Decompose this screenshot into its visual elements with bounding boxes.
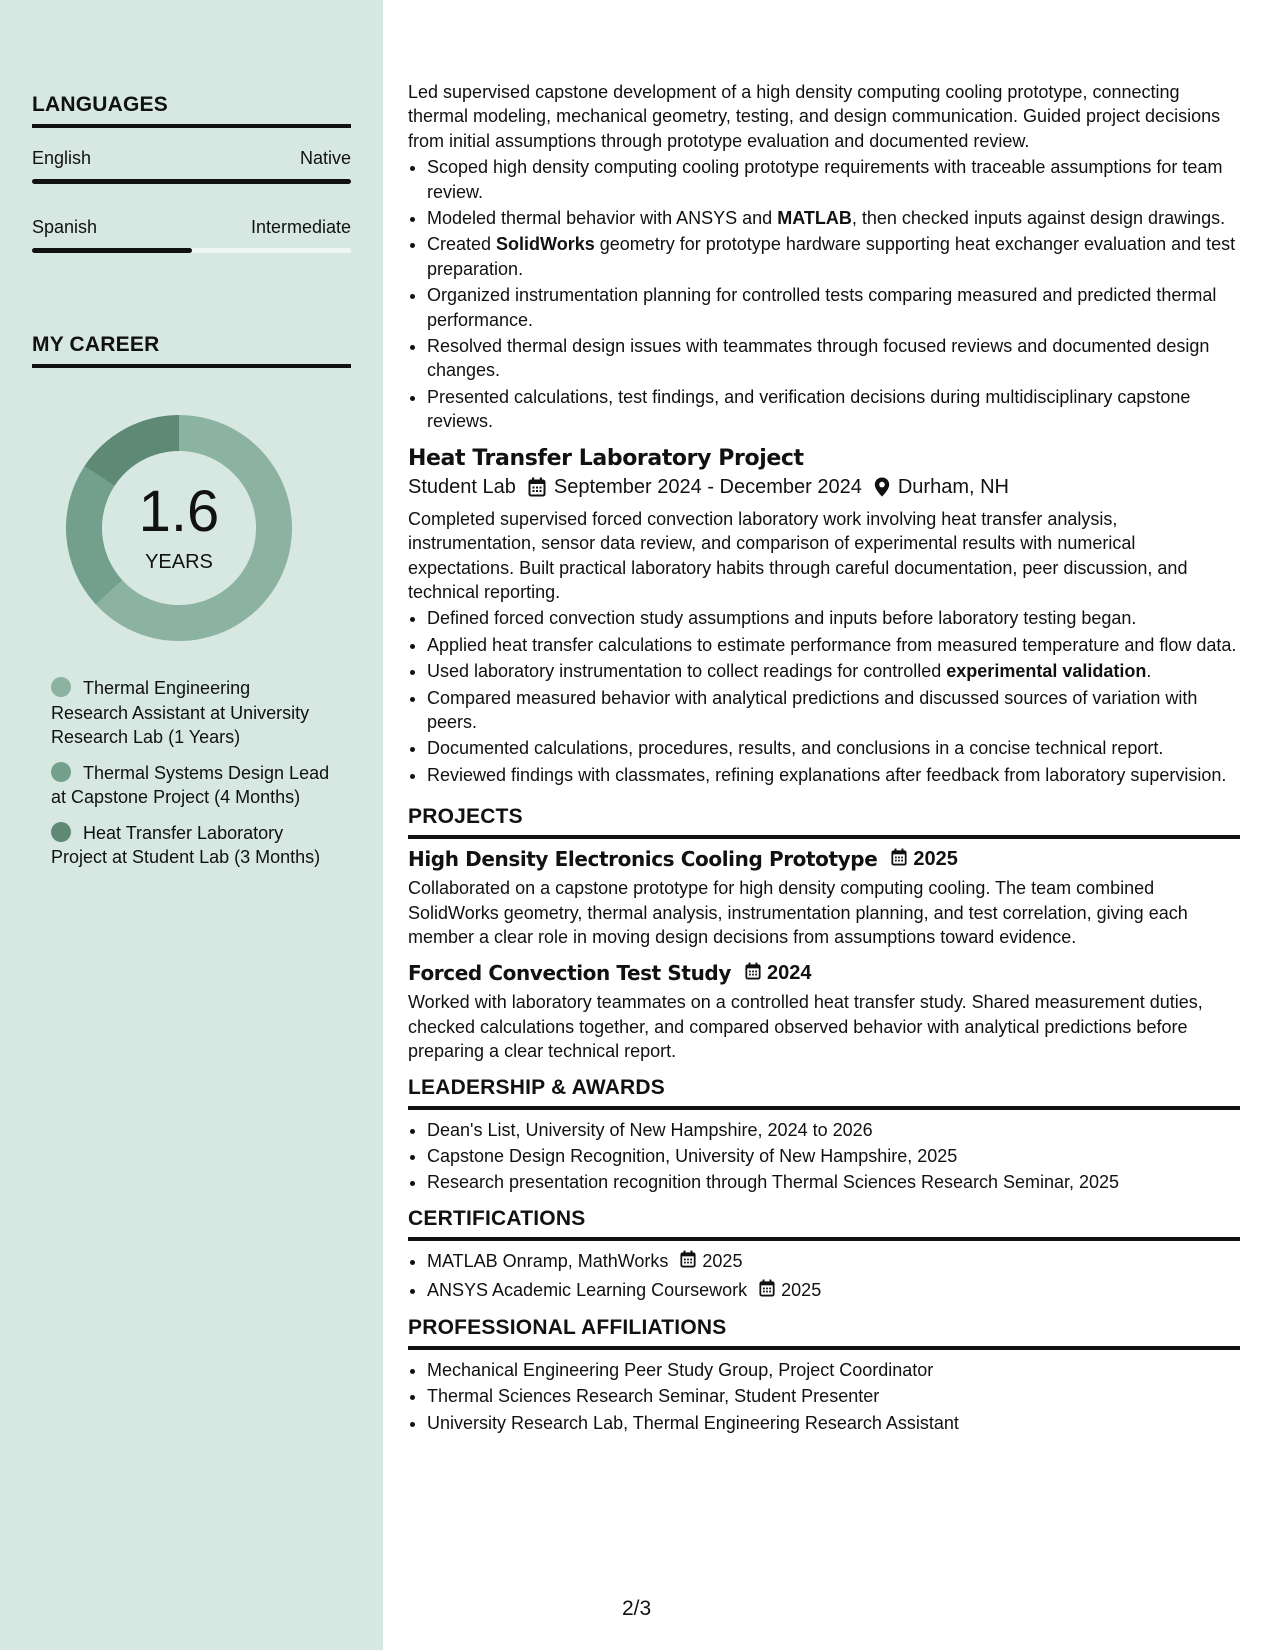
career-dot-icon [51, 822, 71, 842]
page-number: 2/3 [622, 1597, 652, 1620]
project-description: Worked with laboratory teammates on a controlled heat transfer study. Shared measurement duties, checked calculations together, and compared observed behavior with analytical predictions before preparing a clear technical report. [408, 992, 1203, 1062]
career-dot-icon [51, 677, 71, 697]
intro-bullet-list [408, 155, 1240, 433]
certification-item [427, 1278, 1240, 1303]
list-item: • University Research Lab, Thermal Engineering Research Assistant [427, 1411, 1240, 1435]
language-proficiency-bar [32, 248, 351, 253]
language-name: English [32, 148, 92, 168]
experience-location: Durham, NH [897, 475, 1009, 498]
certification-year: 2025 [781, 1280, 822, 1301]
donut-segment [84, 415, 179, 486]
bullet-item [427, 606, 1240, 630]
language-name: Spanish [32, 217, 98, 237]
career-donut-chart [66, 415, 292, 641]
career-item [51, 821, 331, 870]
career-item-text: Heat Transfer Laboratory Project at Student Lab (3 Months) [51, 822, 321, 867]
languages-section [32, 93, 351, 253]
bullet-text: Organized instrumentation planning for controlled tests comparing measured and predicted thermal performance. [427, 285, 1217, 330]
calendar-icon [891, 847, 907, 871]
bullet-item [427, 686, 1240, 735]
bullet-text: Used laboratory instrumentation to collect readings for controlled [427, 661, 947, 682]
bullet-item [427, 206, 1240, 230]
language-level: Native [299, 148, 351, 168]
bullet-bold-text: experimental validation [946, 661, 1147, 682]
career-total: 1.6 [138, 479, 220, 544]
project-year: 2025 [913, 847, 958, 870]
certifications-heading: CERTIFICATIONS [408, 1207, 1240, 1241]
bullet-text: Documented calculations, procedures, results, and conclusions in a concise technical report. [427, 738, 1164, 759]
projects-list [408, 847, 1240, 1063]
bullet-text: geometry for prototype hardware supporting heat exchanger evaluation and test preparation. [427, 234, 1236, 279]
bullet-text: . [1146, 661, 1152, 682]
experience-meta [408, 476, 1240, 499]
career-item-text: Thermal Engineering Research Assistant at University Research Lab (1 Years) [51, 678, 310, 747]
bullet-item [427, 385, 1240, 434]
bullet-item [427, 232, 1240, 281]
bullet-text: Defined forced convection study assumptions and inputs before laboratory testing began. [427, 608, 1137, 629]
bullet-item [427, 334, 1240, 383]
project-title-row [408, 847, 1240, 871]
projects-heading: PROJECTS [408, 805, 1240, 839]
calendar-icon [528, 477, 546, 497]
experience-company: Student Lab [408, 475, 516, 498]
career-list [51, 676, 331, 881]
bullet-bold-text: SolidWorks [496, 234, 595, 255]
career-section [32, 333, 351, 368]
bullet-item [427, 763, 1240, 787]
experience-title: Heat Transfer Laboratory Project [408, 445, 804, 471]
project-title-row [408, 961, 1240, 985]
certifications-list [408, 1249, 1240, 1304]
bullet-item [427, 283, 1240, 332]
list-item: • Dean's List, University of New Hampshire, 2024 to 2026 [427, 1118, 1240, 1142]
bullet-text: Applied heat transfer calculations to estimate performance from measured temperature and flow data. [427, 634, 1237, 655]
certification-name: ANSYS Academic Learning Coursework [427, 1280, 748, 1301]
career-unit: YEARS [145, 551, 213, 573]
calendar-icon [680, 1250, 696, 1274]
bullet-text: Modeled thermal behavior with ANSYS and [427, 208, 778, 229]
language-proficiency-fill [32, 248, 192, 253]
language-proficiency-fill [32, 179, 351, 184]
bullet-text: Resolved thermal design issues with teammates through focused reviews and documented design changes. [427, 336, 1210, 381]
language-level: Intermediate [250, 217, 351, 237]
bullet-text: Compared measured behavior with analytical predictions and discussed sources of variation with peers. [427, 687, 1198, 732]
affiliations-heading: PROFESSIONAL AFFILIATIONS [408, 1316, 1240, 1350]
project-title: Forced Convection Test Study [408, 961, 731, 986]
location-pin-icon [874, 477, 890, 497]
language-row [32, 217, 351, 239]
bullet-text: Reviewed findings with classmates, refining explanations after feedback from laboratory supervision. [427, 764, 1227, 785]
languages-heading: LANGUAGES [32, 93, 351, 128]
experience-bullet-list [408, 606, 1240, 787]
career-item [51, 676, 331, 750]
career-heading: MY CAREER [32, 333, 351, 368]
list-item: • Capstone Design Recognition, University of New Hampshire, 2025 [427, 1144, 1240, 1168]
language-row [32, 148, 351, 170]
project-year: 2024 [766, 961, 812, 984]
bullet-item [427, 659, 1240, 683]
career-dot-icon [51, 762, 71, 782]
career-item-text: Thermal Systems Design Lead at Capstone Project (4 Months) [51, 762, 330, 807]
language-list [32, 148, 351, 253]
leadership-heading: LEADERSHIP & AWARDS [408, 1076, 1240, 1110]
certification-year: 2025 [702, 1250, 743, 1271]
language-proficiency-bar [32, 179, 351, 184]
bullet-text: Presented calculations, test findings, and verification decisions during multidisciplinary capstone reviews. [427, 386, 1191, 432]
affiliations-list [408, 1358, 1240, 1435]
certification-item [427, 1249, 1240, 1274]
leadership-list [408, 1118, 1240, 1195]
calendar-icon [759, 1279, 775, 1303]
bullet-text: , then checked inputs against design drawings. [851, 208, 1226, 229]
list-item: • Research presentation recognition through Thermal Sciences Research Seminar, 2025 [427, 1170, 1240, 1194]
bullet-item [427, 155, 1240, 204]
sidebar [0, 0, 383, 1650]
bullet-bold-text: MATLAB [777, 208, 852, 229]
list-item: • Thermal Sciences Research Seminar, Student Presenter [427, 1384, 1240, 1408]
bullet-text: Scoped high density computing cooling prototype requirements with traceable assumptions for team review. [427, 157, 1223, 202]
certification-name: MATLAB Onramp, MathWorks [427, 1250, 669, 1271]
calendar-icon [745, 961, 761, 985]
list-item: • Mechanical Engineering Peer Study Group, Project Coordinator [427, 1358, 1240, 1382]
intro-summary: Led supervised capstone development of a high density computing cooling prototype, connecting thermal modeling, mechanical geometry, testing, and design communication. Guided project decisions from initial assumptions through prototype evaluation and documented review. [408, 82, 1221, 151]
bullet-item [427, 633, 1240, 657]
experience-dates: September 2024 - December 2024 [553, 475, 862, 498]
project-description: Collaborated on a capstone prototype for high density computing cooling. The team combined SolidWorks geometry, thermal analysis, instrumentation planning, and test correlation, giving each member a clear role in moving design decisions from assumptions toward evidence. [408, 878, 1188, 947]
main-content [408, 80, 1240, 1437]
bullet-item [427, 736, 1240, 760]
career-item [51, 761, 331, 810]
experience-summary: Completed supervised forced convection laboratory work involving heat transfer analysis, instrumentation, sensor data review, and comparison of experimental results with numerical expectations. Built practical laboratory habits through careful documentation, peer discussion, and technical reporting. [408, 508, 1188, 602]
project-title: High Density Electronics Cooling Prototype [408, 847, 878, 872]
bullet-text: Created [427, 234, 497, 255]
